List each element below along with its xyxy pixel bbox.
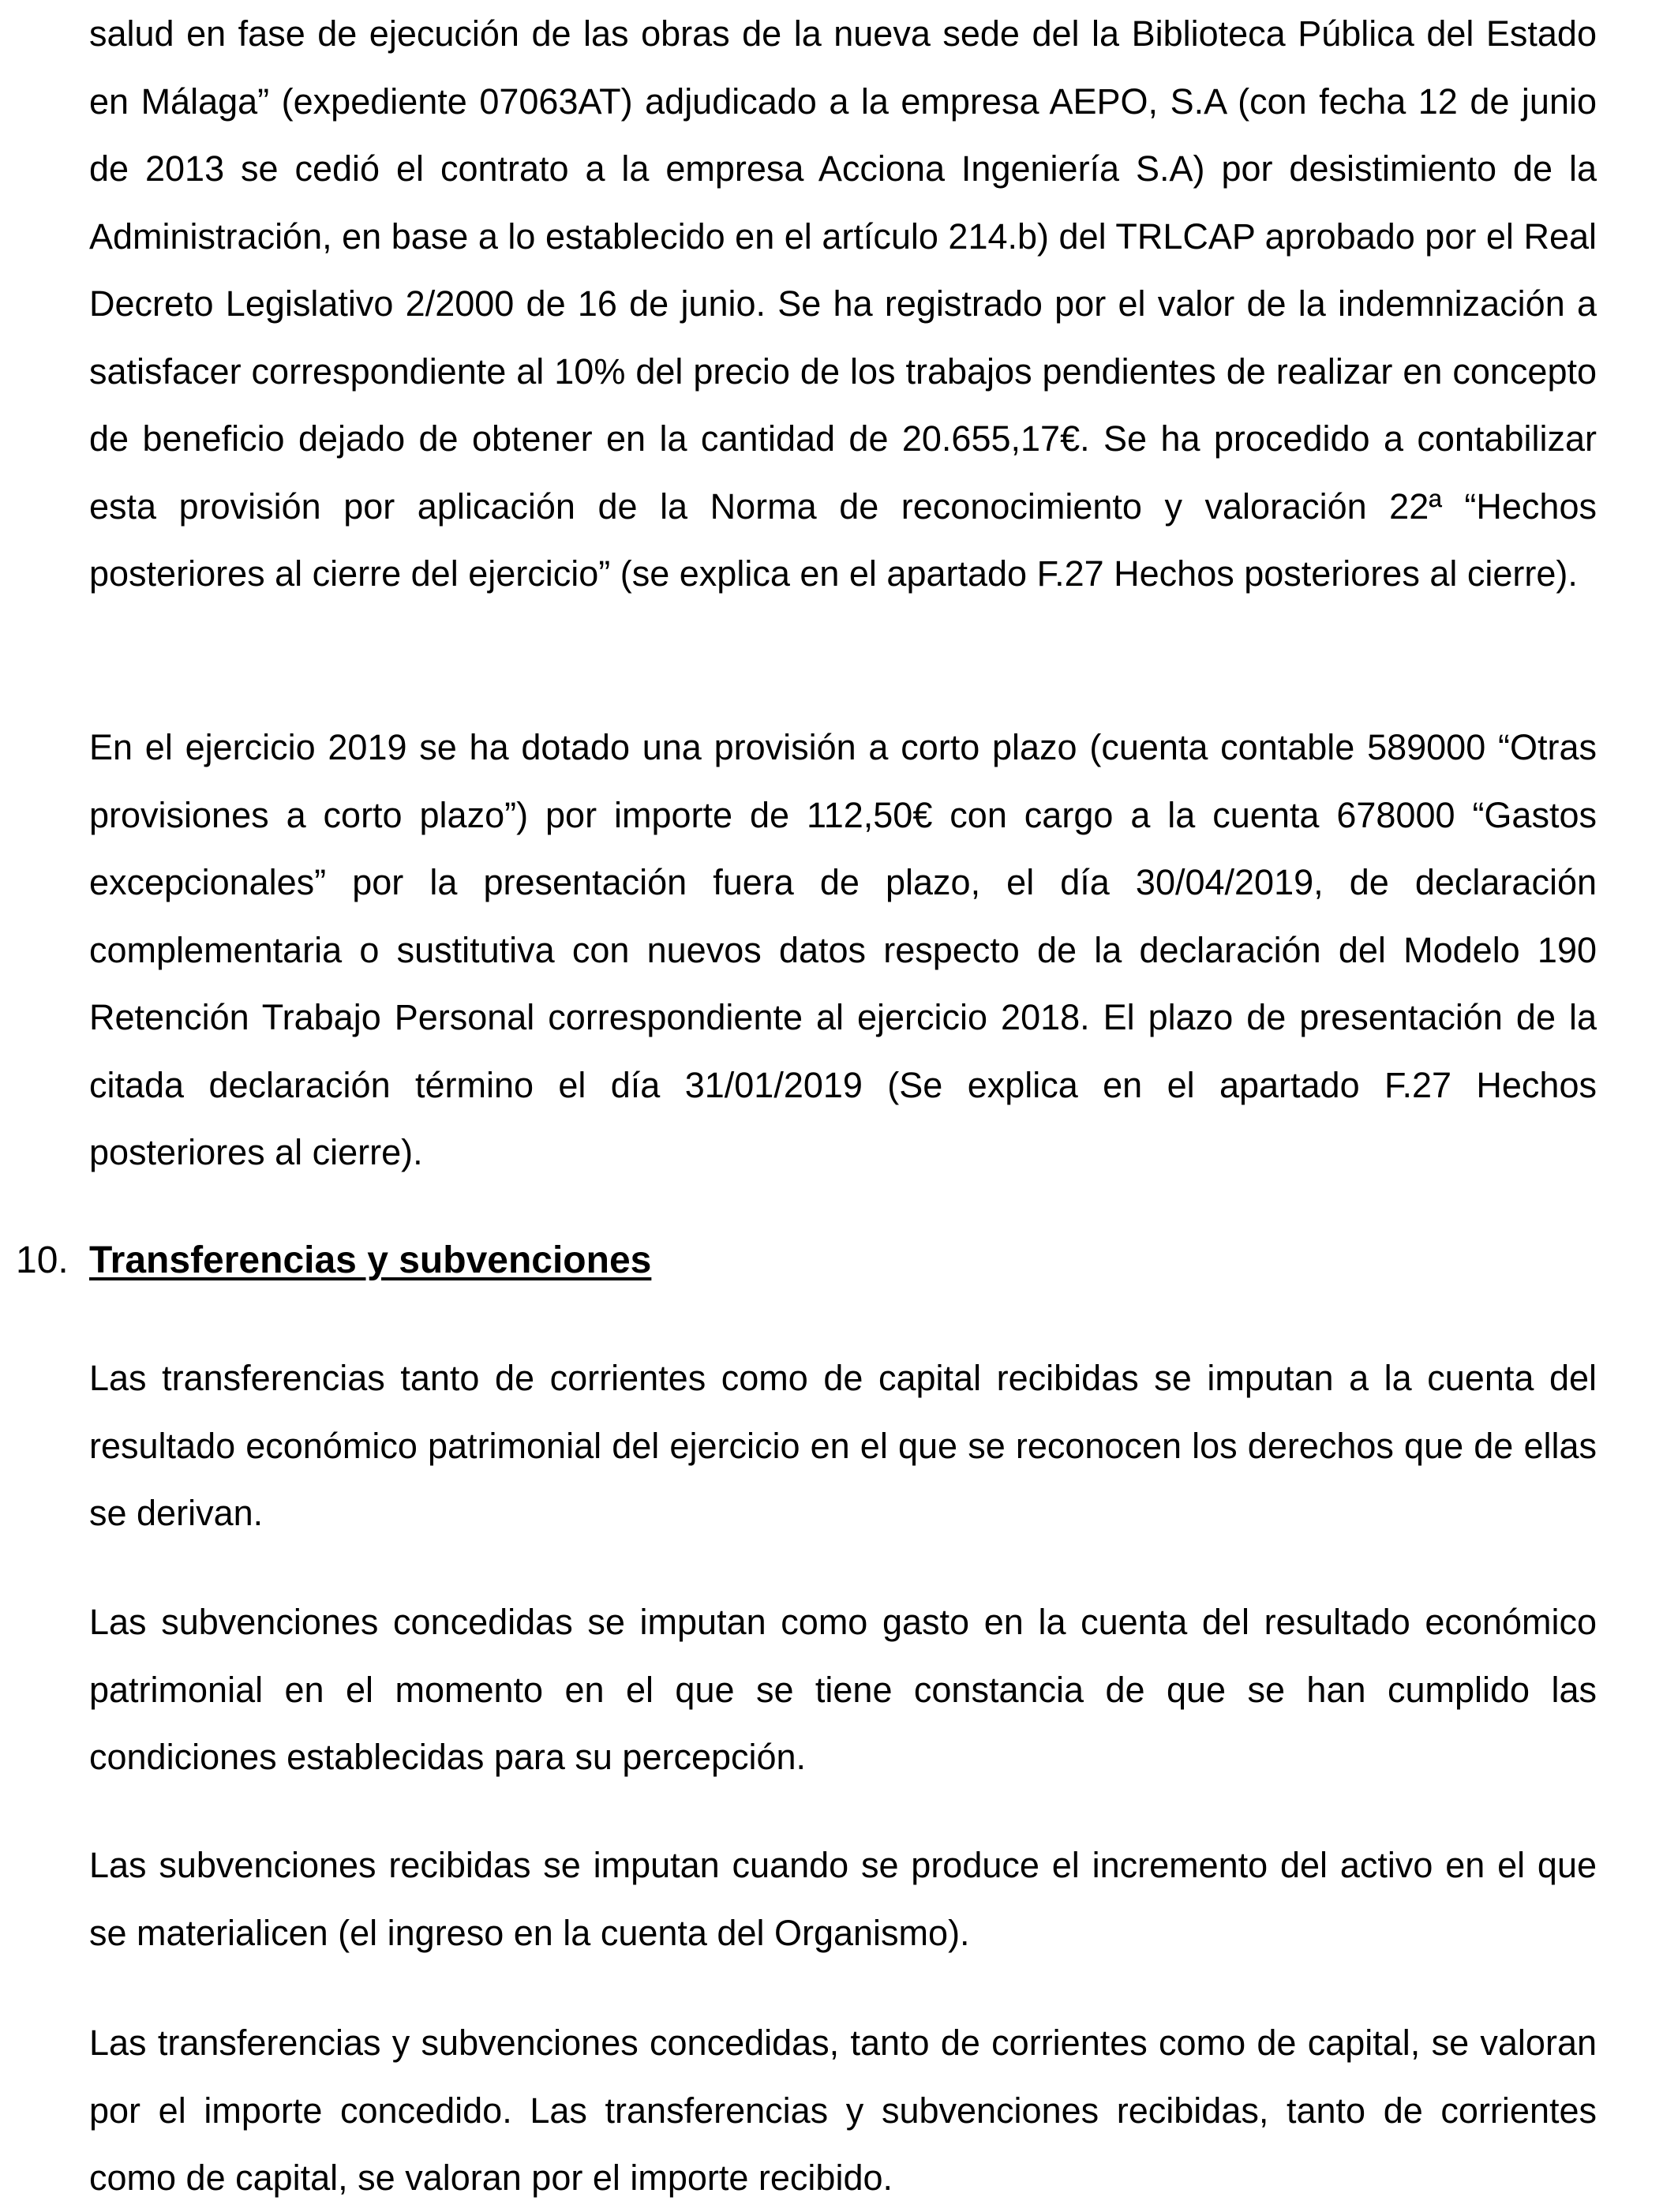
paragraph-subvenciones-concedidas: Las subvenciones concedidas se imputan como gasto en la cuenta del resultado económico patrimonial en el momento en el que se tiene constancia de que se han cumplido las condiciones establecidas para su percepción. [89,1602,1597,1777]
paragraph-provision-modelo-190: En el ejercicio 2019 se ha dotado una provisión a corto plazo (cuenta contable 589000 “Otras provisiones a corto plazo”) por importe de 112,50€ con cargo a la cuenta 678000 “Gastos excepcionales” por la presentación fuera de plazo, el día 30/04/2019, de declaración complementaria o sustitutiva con nuevos datos respecto de la declaración del Modelo 190 Retención Trabajo Personal correspondiente al ejercicio 2018. El plazo de presentación de la citada declaración término el día 31/01/2019 (Se explica en el apartado F.27 Hechos posteriores al cierre). [89,727,1597,1172]
section-heading [16,1227,651,1294]
paragraph-provision-biblioteca: salud en fase de ejecución de las obras de la nueva sede del la Biblioteca Pública del Estado en Málaga” (expediente 07063AT) adjudicado a la empresa AEPO, S.A (con fecha 12 de junio de 2013 se cedió el contrato a la empresa Acciona Ingeniería S.A) por desistimiento de la Administración, en base a lo establecido en el artículo 214.b) del TRLCAP aprobado por el Real Decreto Legislativo 2/2000 de 16 de junio. Se ha registrado por el valor de la indemnización a satisfacer correspondiente al 10% del precio de los trabajos pendientes de realizar en concepto de beneficio dejado de obtener en la cantidad de 20.655,17€. Se ha procedido a contabilizar esta provisión por aplicación de la Norma de reconocimiento y valoración 22ª “Hechos posteriores al cierre del ejercicio” (se explica en el apartado F.27 Hechos posteriores al cierre). [89,13,1597,594]
paragraph-subvenciones-recibidas: Las subvenciones recibidas se imputan cuando se produce el incremento del activo en el que se materialicen (el ingreso en la cuenta del Organismo). [89,1845,1597,1953]
section-number: 10. [16,1239,69,1281]
paragraph-transferencias-recibidas: Las transferencias tanto de corrientes como de capital recibidas se imputan a la cuenta del resultado económico patrimonial del ejercicio en el que se reconocen los derechos que de ellas se derivan. [89,1358,1597,1533]
section-title: Transferencias y subvenciones [89,1239,652,1281]
paragraph-valoracion: Las transferencias y subvenciones concedidas, tanto de corrientes como de capital, se valoran por el importe concedido. Las transferencias y subvenciones recibidas, tanto de corrientes como de capital, se valoran por el importe recibido. [89,2023,1597,2198]
